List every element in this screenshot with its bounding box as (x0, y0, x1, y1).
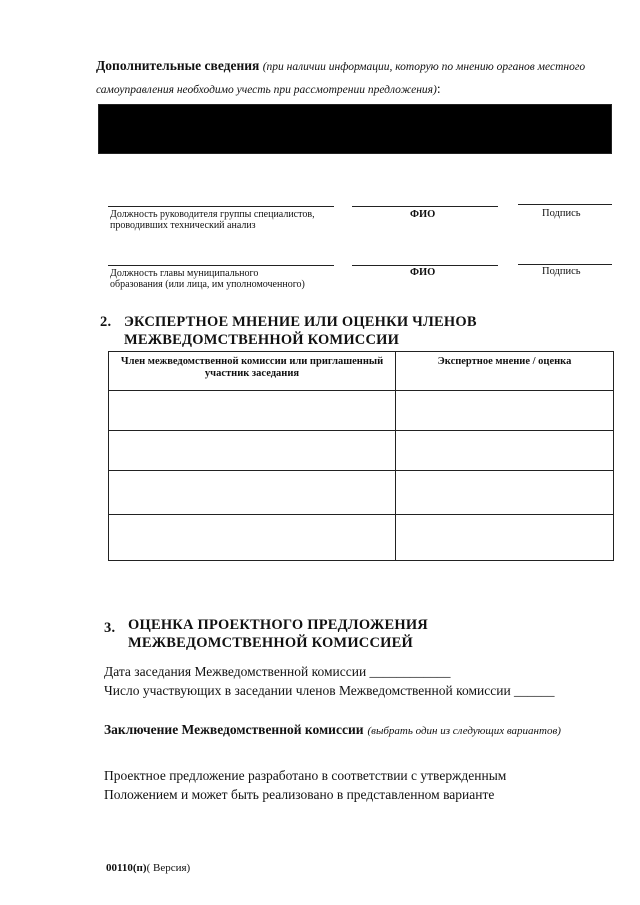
option-line-1: Проектное предложение разработано в соответствии с утвержденным (104, 768, 507, 783)
signature-line-fio-1 (352, 206, 498, 207)
signature-line-position-2 (108, 265, 334, 266)
table-header-row (109, 352, 614, 391)
members-count-line: Число участвующих в заседании членов Межведомственной комиссии ______ (104, 683, 555, 698)
table-cell-opinion[interactable] (396, 391, 614, 431)
section-2-number: 2. (100, 314, 112, 330)
table-row (109, 471, 614, 515)
table-cell-member[interactable] (109, 431, 396, 471)
section-2-title-line-2: МЕЖВЕДОМСТВЕННОЙ КОМИССИИ (124, 332, 400, 348)
additional-info-paragraph (96, 55, 611, 101)
expert-opinion-table (108, 351, 614, 561)
table-row (109, 515, 614, 561)
signature-fio-label-2: ФИО (410, 267, 436, 278)
footer-code: 00110(п) (106, 862, 147, 874)
section-3-title-line-1: ОЦЕНКА ПРОЕКТНОГО ПРЕДЛОЖЕНИЯ (128, 617, 428, 633)
signature-sign-label-2: Подпись (542, 266, 581, 277)
table-cell-member[interactable] (109, 515, 396, 561)
redacted-block (98, 104, 612, 154)
additional-info-note: (при наличии информации, которую по мнению органов местного самоуправления необходимо учесть при рассмотрении предложения) (96, 61, 586, 96)
table-row (109, 431, 614, 471)
footer-version: ( Версия) (146, 862, 191, 874)
signature-fio-label-1: ФИО (410, 209, 436, 220)
conclusion-paragraph (104, 719, 604, 742)
table-cell-opinion[interactable] (396, 431, 614, 471)
signature-line-fio-2 (352, 265, 498, 266)
conclusion-label: Заключение Межведомственной комиссии (104, 722, 364, 737)
signature-position-1: Должность руководителя группы специалистов, проводивших технический анализ (110, 209, 315, 231)
table-header-member: Член межведомственной комиссии или приглашенный участник заседания (109, 352, 396, 391)
meeting-date-line: Дата заседания Межведомственной комиссии ____________ (104, 664, 451, 679)
signature-line-position-1 (108, 206, 334, 207)
table-cell-member[interactable] (109, 471, 396, 515)
section-2-title-line-1: ЭКСПЕРТНОЕ МНЕНИЕ ИЛИ ОЦЕНКИ ЧЛЕНОВ (124, 314, 477, 330)
table-row (109, 391, 614, 431)
signature-position-2: Должность главы муниципального образования (или лица, им уполномоченного) (110, 268, 305, 290)
conclusion-note: (выбрать один из следующих вариантов) (367, 725, 561, 737)
additional-info-label: Дополнительные сведения (96, 58, 260, 73)
signature-sign-label-1: Подпись (542, 208, 581, 219)
footer-code-line (106, 862, 190, 874)
additional-info-colon: : (436, 81, 441, 96)
section-3-number: 3. (104, 620, 116, 636)
table-cell-member[interactable] (109, 391, 396, 431)
signature-line-sign-1 (518, 204, 612, 205)
signature-line-sign-2 (518, 264, 612, 265)
table-cell-opinion[interactable] (396, 515, 614, 561)
section-3-title-line-2: МЕЖВЕДОМСТВЕННОЙ КОМИССИЕЙ (128, 635, 413, 651)
table-header-opinion: Экспертное мнение / оценка (396, 352, 614, 391)
table-cell-opinion[interactable] (396, 471, 614, 515)
option-line-2: Положением и может быть реализовано в представленном варианте (104, 787, 495, 802)
